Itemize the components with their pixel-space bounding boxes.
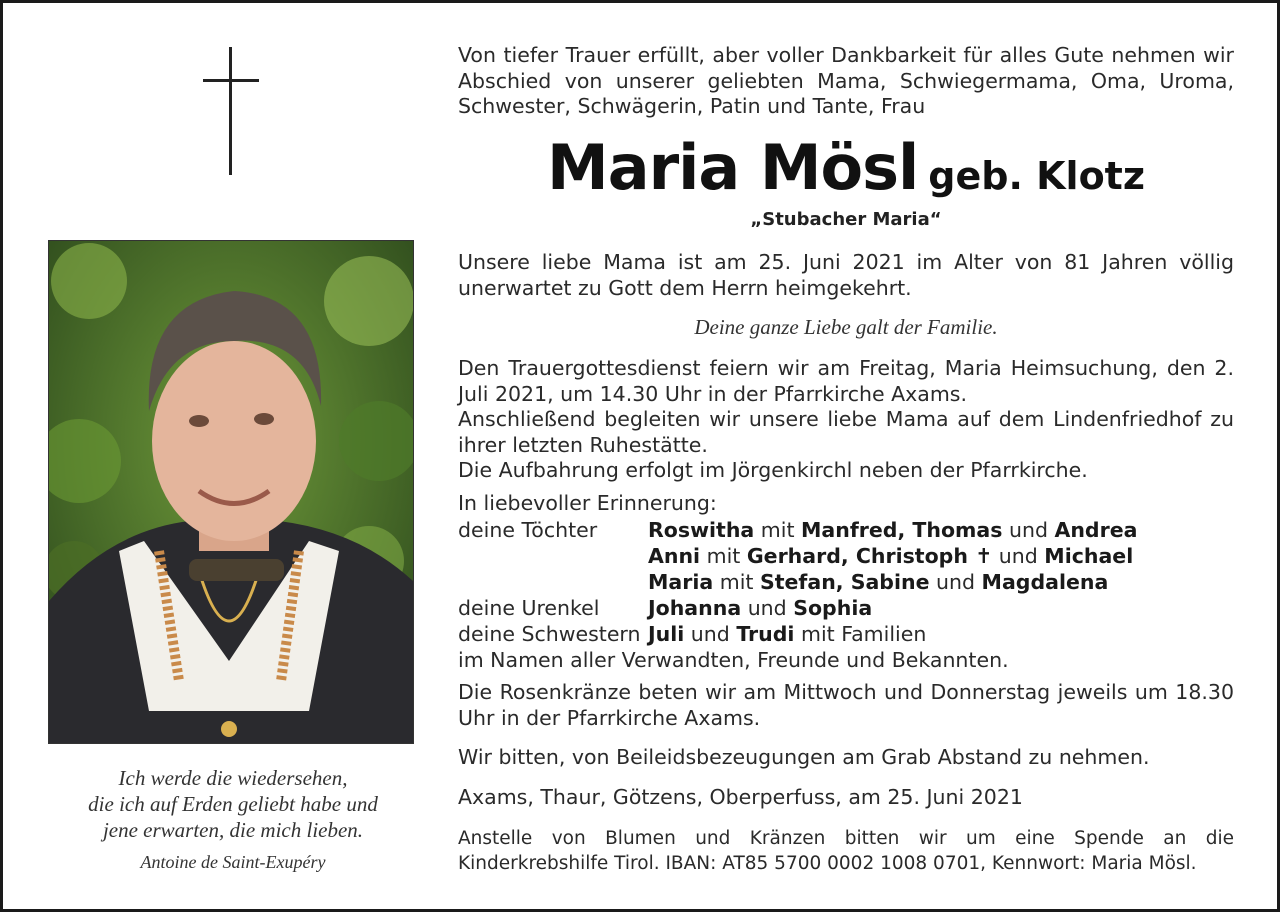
family-row: deine Töchter Roswitha mit Manfred, Thomas und Andrea [458,518,1138,542]
family-label: deine Urenkel [458,596,600,620]
funeral-service: Den Trauergottesdienst feiern wir am Freitag, Maria Heimsuchung, den 2. Juli 2021, um 14.30 Uhr in der Pfarrkirche Axams. [458,356,1234,406]
family-row: Anni mit Gerhard, Christoph ✝ und Michael [648,544,1134,568]
family-label: deine Töchter [458,518,598,542]
intro-text: Von tiefer Trauer erfüllt, aber voller Dankbarkeit für alles Gute nehmen wir Abschied von unserer geliebten Mama, Schwiegermama, Oma, Uroma, Schwester, Schwägerin, Patin und Tante, Frau [458,43,1234,118]
quote-line: die ich auf Erden geliebt habe und [88,792,378,816]
family-list [458,517,1234,673]
family-label: deine Schwestern [458,622,641,646]
portrait-photo [48,240,414,744]
family-row: deine Schwestern Juli und Trudi mit Familien [458,622,927,646]
quote-line: jene erwarten, die mich lieben. [102,818,364,842]
quote-line: Ich werde die wiedersehen, [118,766,348,790]
deceased-name [458,131,1234,204]
quote [23,765,443,843]
family-row: Maria mit Stefan, Sabine und Magdalena [648,570,1109,594]
cross-icon [203,47,259,177]
family-row: deine Urenkel Johanna und Sophia [458,596,873,620]
burial: Anschließend begleiten wir unsere liebe Mama auf dem Lindenfriedhof zu ihrer letzten Ruhestätte. [458,407,1234,457]
birth-name: geb. Klotz [928,154,1145,198]
family-row [458,647,1234,673]
full-name: Maria Mösl [547,131,919,204]
donation-note: Anstelle von Blumen und Kränzen bitten wir um eine Spende an die Kinderkrebshilfe Tirol. IBAN: AT85 5700 0002 1008 0701, Kennwort: Maria Mösl. [458,828,1234,874]
motto: Deine ganze Liebe galt der Familie. [694,315,998,339]
places-date: Axams, Thaur, Götzens, Oberperfuss, am 25. Juni 2021 [458,785,1023,809]
rosary-info: Die Rosenkränze beten wir am Mittwoch und Donnerstag jeweils um 18.30 Uhr in der Pfarrkirche Axams. [458,680,1234,730]
memory-intro: In liebevoller Erinnerung: [458,491,717,515]
laying-out: Die Aufbahrung erfolgt im Jörgenkirchl neben der Pfarrkirche. [458,458,1088,482]
condolence-note: Wir bitten, von Beileidsbezeugungen am Grab Abstand zu nehmen. [458,745,1150,769]
death-notice: Unsere liebe Mama ist am 25. Juni 2021 im Alter von 81 Jahren völlig unerwartet zu Gott dem Herrn heimgekehrt. [458,250,1234,300]
funeral-info [458,356,1234,484]
quote-author: Antoine de Saint-Exupéry [140,852,326,872]
nickname: „Stubacher Maria“ [750,209,942,230]
relatives-line: im Namen aller Verwandten, Freunde und Bekannten. [458,648,1009,672]
